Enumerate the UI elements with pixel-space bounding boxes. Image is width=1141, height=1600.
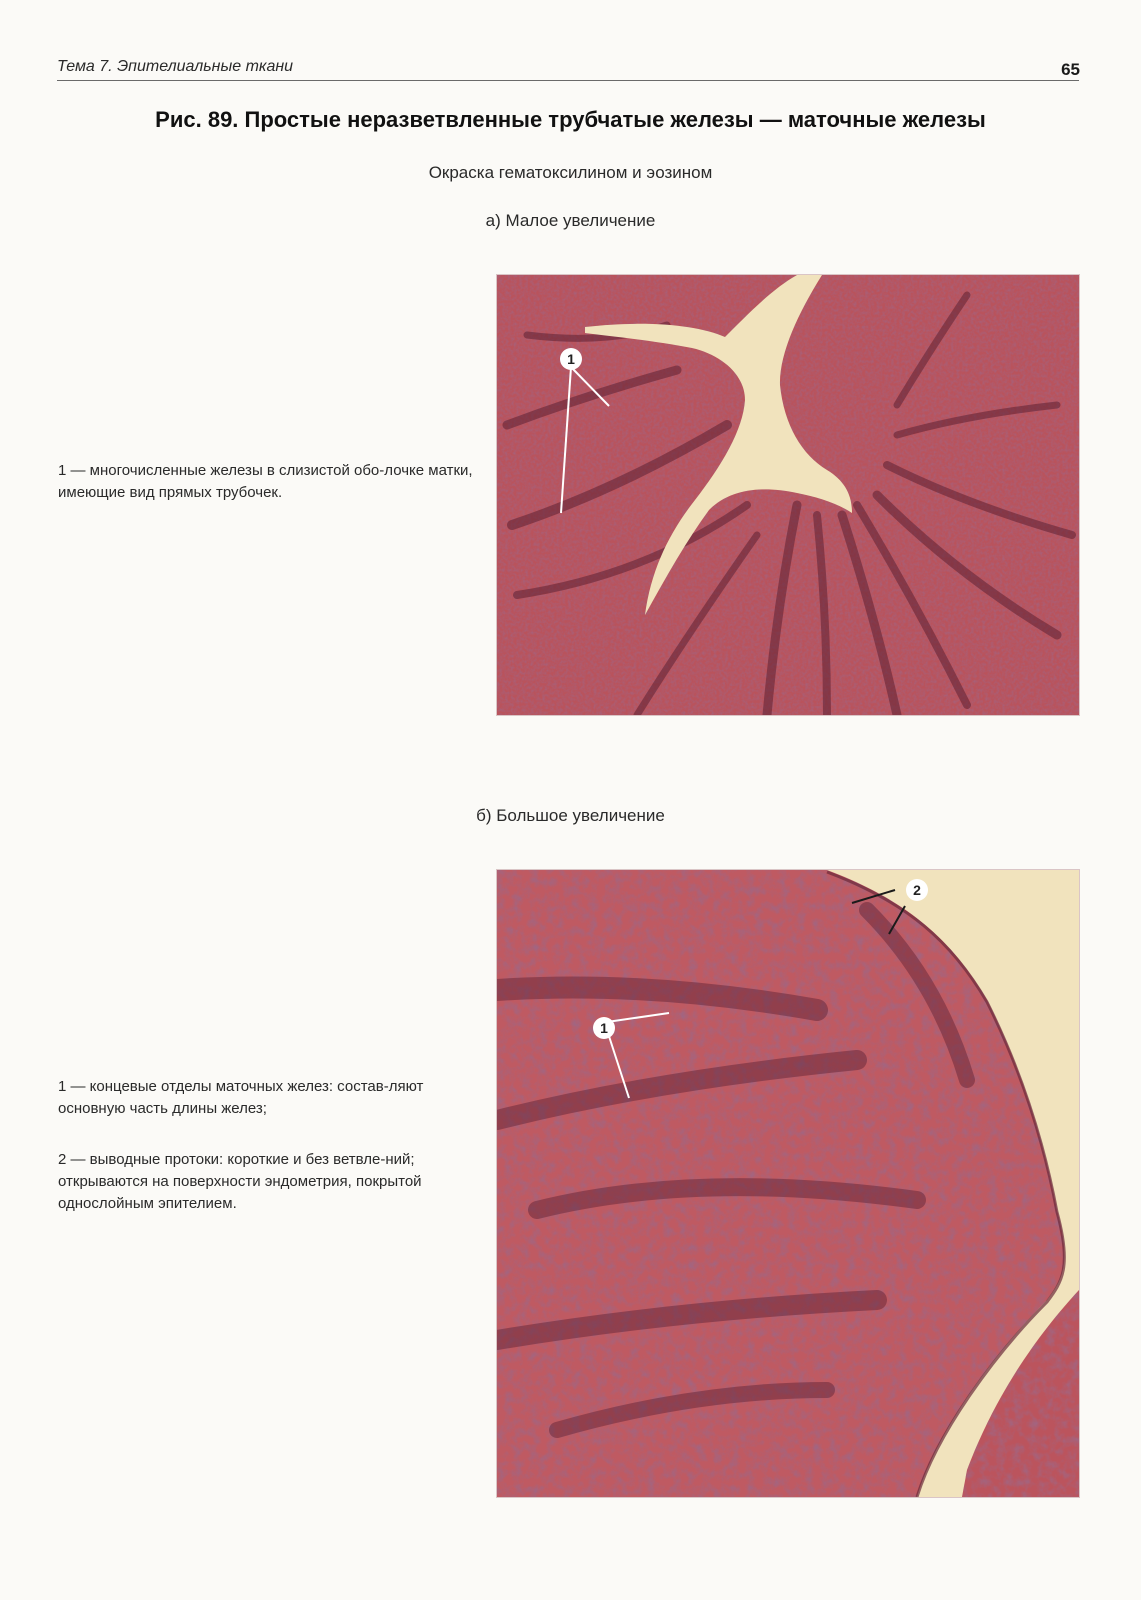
micrograph-low-magnification bbox=[497, 275, 1079, 715]
micrograph-a-image bbox=[497, 275, 1079, 715]
running-head: Тема 7. Эпителиальные ткани bbox=[57, 58, 294, 75]
panel-b-marker-2: 2 bbox=[913, 882, 921, 898]
header-rule bbox=[57, 80, 1079, 81]
panel-a-title: а) Малое увеличение bbox=[485, 211, 656, 230]
panel-a-marker-1: 1 bbox=[567, 351, 575, 367]
panel-b-marker-1: 1 bbox=[600, 1020, 608, 1036]
page-number: 65 bbox=[1061, 60, 1080, 79]
panel-b-caption-2: 2 — выводные протоки: короткие и без ветвле-ний; открываются на поверхности эндометрия, покрытой однослойным эпителием. bbox=[58, 1151, 422, 1212]
micrograph-high-magnification bbox=[497, 870, 1079, 1497]
figure-title: Рис. 89. Простые неразветвленные трубчатые железы — маточные железы bbox=[155, 107, 986, 132]
panel-b-title: б) Большое увеличение bbox=[476, 806, 665, 825]
micrograph-b-image bbox=[497, 870, 1079, 1497]
panel-b-caption-1: 1 — концевые отделы маточных желез: состав-ляют основную часть длины желез; bbox=[58, 1078, 424, 1117]
staining-subtitle: Окраска гематоксилином и эозином bbox=[428, 163, 713, 182]
panel-a-caption: 1 — многочисленные железы в слизистой обо-лочке матки, имеющие вид прямых трубочек. bbox=[58, 462, 473, 501]
